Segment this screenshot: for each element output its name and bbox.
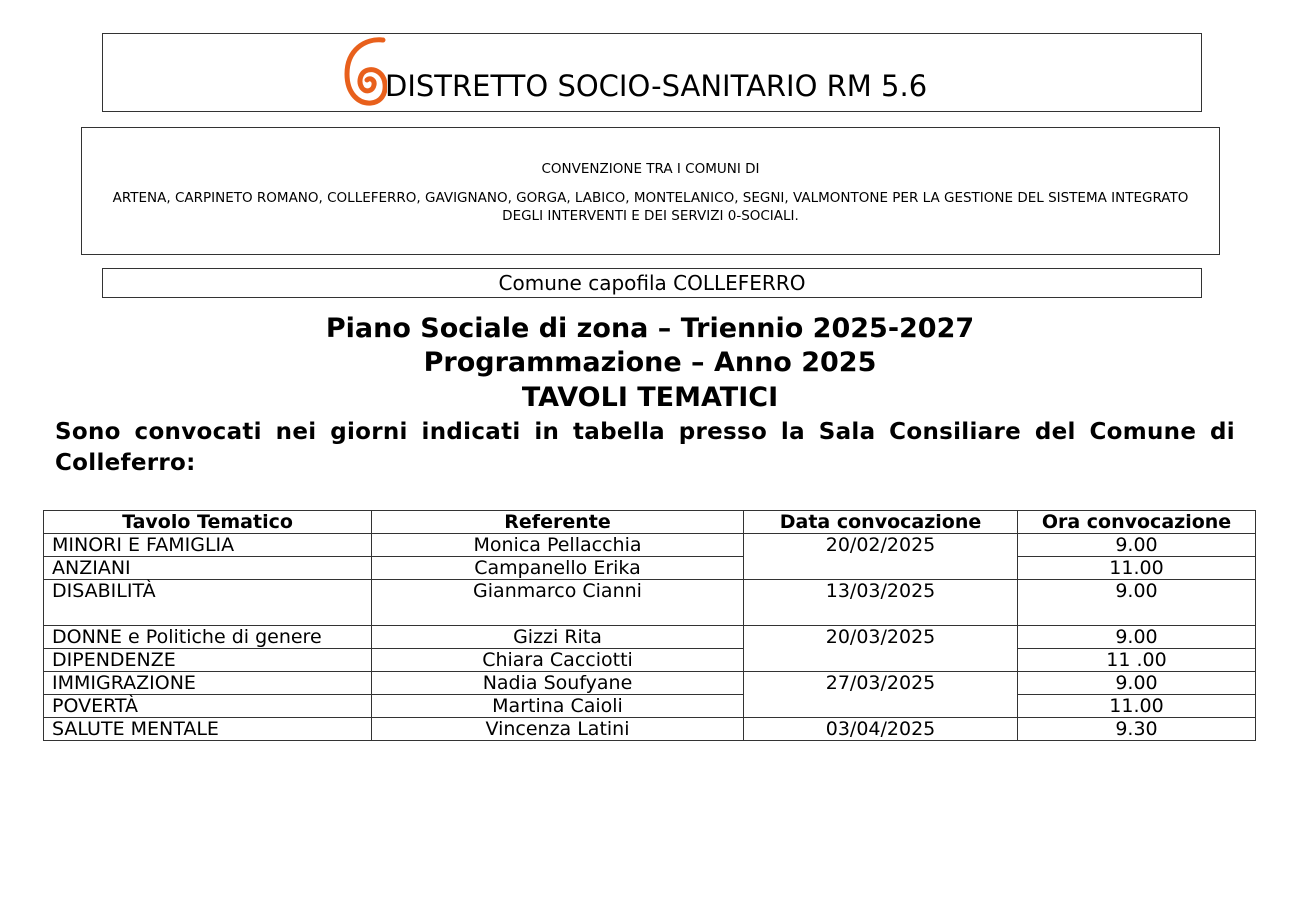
data-cell: 20/03/2025 — [744, 626, 1018, 672]
table-row — [44, 626, 1256, 649]
table-row — [44, 695, 1256, 718]
ora-cell: 9.00 — [1018, 626, 1256, 649]
header-box — [102, 33, 1202, 112]
ora-cell: 9.00 — [1018, 672, 1256, 695]
heading-tavoli-tematici: TAVOLI TEMATICI — [521, 382, 779, 413]
ora-cell: 9.00 — [1018, 534, 1256, 557]
convenzione-title: CONVENZIONE TRA I COMUNI DI — [541, 161, 760, 177]
capofila-box — [102, 268, 1202, 298]
table-row — [44, 557, 1256, 580]
table-row — [44, 649, 1256, 672]
referente-cell: Chiara Cacciotti — [372, 649, 744, 672]
table-row — [44, 580, 1256, 626]
district-title: DISTRETTO SOCIO-SANITARIO RM 5.6 — [385, 69, 928, 103]
tavolo-cell: IMMIGRAZIONE — [44, 672, 372, 695]
column-header-tavolo: Tavolo Tematico — [44, 511, 372, 534]
schedule-table — [43, 510, 1256, 741]
referente-cell: Monica Pellacchia — [372, 534, 744, 557]
referente-cell: Gianmarco Cianni — [372, 580, 744, 626]
tavolo-cell: DIPENDENZE — [44, 649, 372, 672]
ora-cell: 11 .00 — [1018, 649, 1256, 672]
referente-cell: Campanello Erika — [372, 557, 744, 580]
referente-cell: Martina Caioli — [372, 695, 744, 718]
convenzione-box — [81, 127, 1220, 255]
column-header-referente: Referente — [372, 511, 744, 534]
referente-cell: Vincenza Latini — [372, 718, 744, 741]
data-cell: 27/03/2025 — [744, 672, 1018, 718]
tavolo-cell: ANZIANI — [44, 557, 372, 580]
column-header-ora: Ora convocazione — [1018, 511, 1256, 534]
ora-cell: 11.00 — [1018, 557, 1256, 580]
ora-cell: 11.00 — [1018, 695, 1256, 718]
referente-cell: Nadia Soufyane — [372, 672, 744, 695]
tavolo-cell: MINORI E FAMIGLIA — [44, 534, 372, 557]
intro-paragraph: Sono convocati nei giorni indicati in tabella presso la Sala Consiliare del Comune di Colleferro: — [55, 419, 1235, 476]
referente-cell: Gizzi Rita — [372, 626, 744, 649]
heading-piano-sociale: Piano Sociale di zona – Triennio 2025-2027 — [325, 313, 975, 344]
table-row — [44, 534, 1256, 557]
tavolo-cell: POVERTÀ — [44, 695, 372, 718]
convenzione-text: ARTENA, CARPINETO ROMANO, COLLEFERRO, GAVIGNANO, GORGA, LABICO, MONTELANICO, SEGNI, VALMONTONE PER LA GESTIONE DEL SISTEMA INTEGRATO DEGLI INTERVENTI E DEI SERVIZI 0-SOCIALI. — [112, 190, 1189, 224]
data-cell: 20/02/2025 — [744, 534, 1018, 580]
spiral-logo-icon — [343, 36, 387, 106]
table-row — [44, 672, 1256, 695]
data-cell: 13/03/2025 — [744, 580, 1018, 626]
capofila-text: Comune capofila COLLEFERRO — [498, 271, 806, 295]
ora-cell: 9.30 — [1018, 718, 1256, 741]
data-cell: 03/04/2025 — [744, 718, 1018, 741]
tavolo-cell: DISABILITÀ — [44, 580, 372, 626]
tavolo-cell: SALUTE MENTALE — [44, 718, 372, 741]
column-header-data: Data convocazione — [744, 511, 1018, 534]
heading-programmazione: Programmazione – Anno 2025 — [423, 347, 877, 378]
tavolo-cell: DONNE e Politiche di genere — [44, 626, 372, 649]
table-header-row — [44, 511, 1256, 534]
ora-cell: 9.00 — [1018, 580, 1256, 626]
table-row — [44, 718, 1256, 741]
